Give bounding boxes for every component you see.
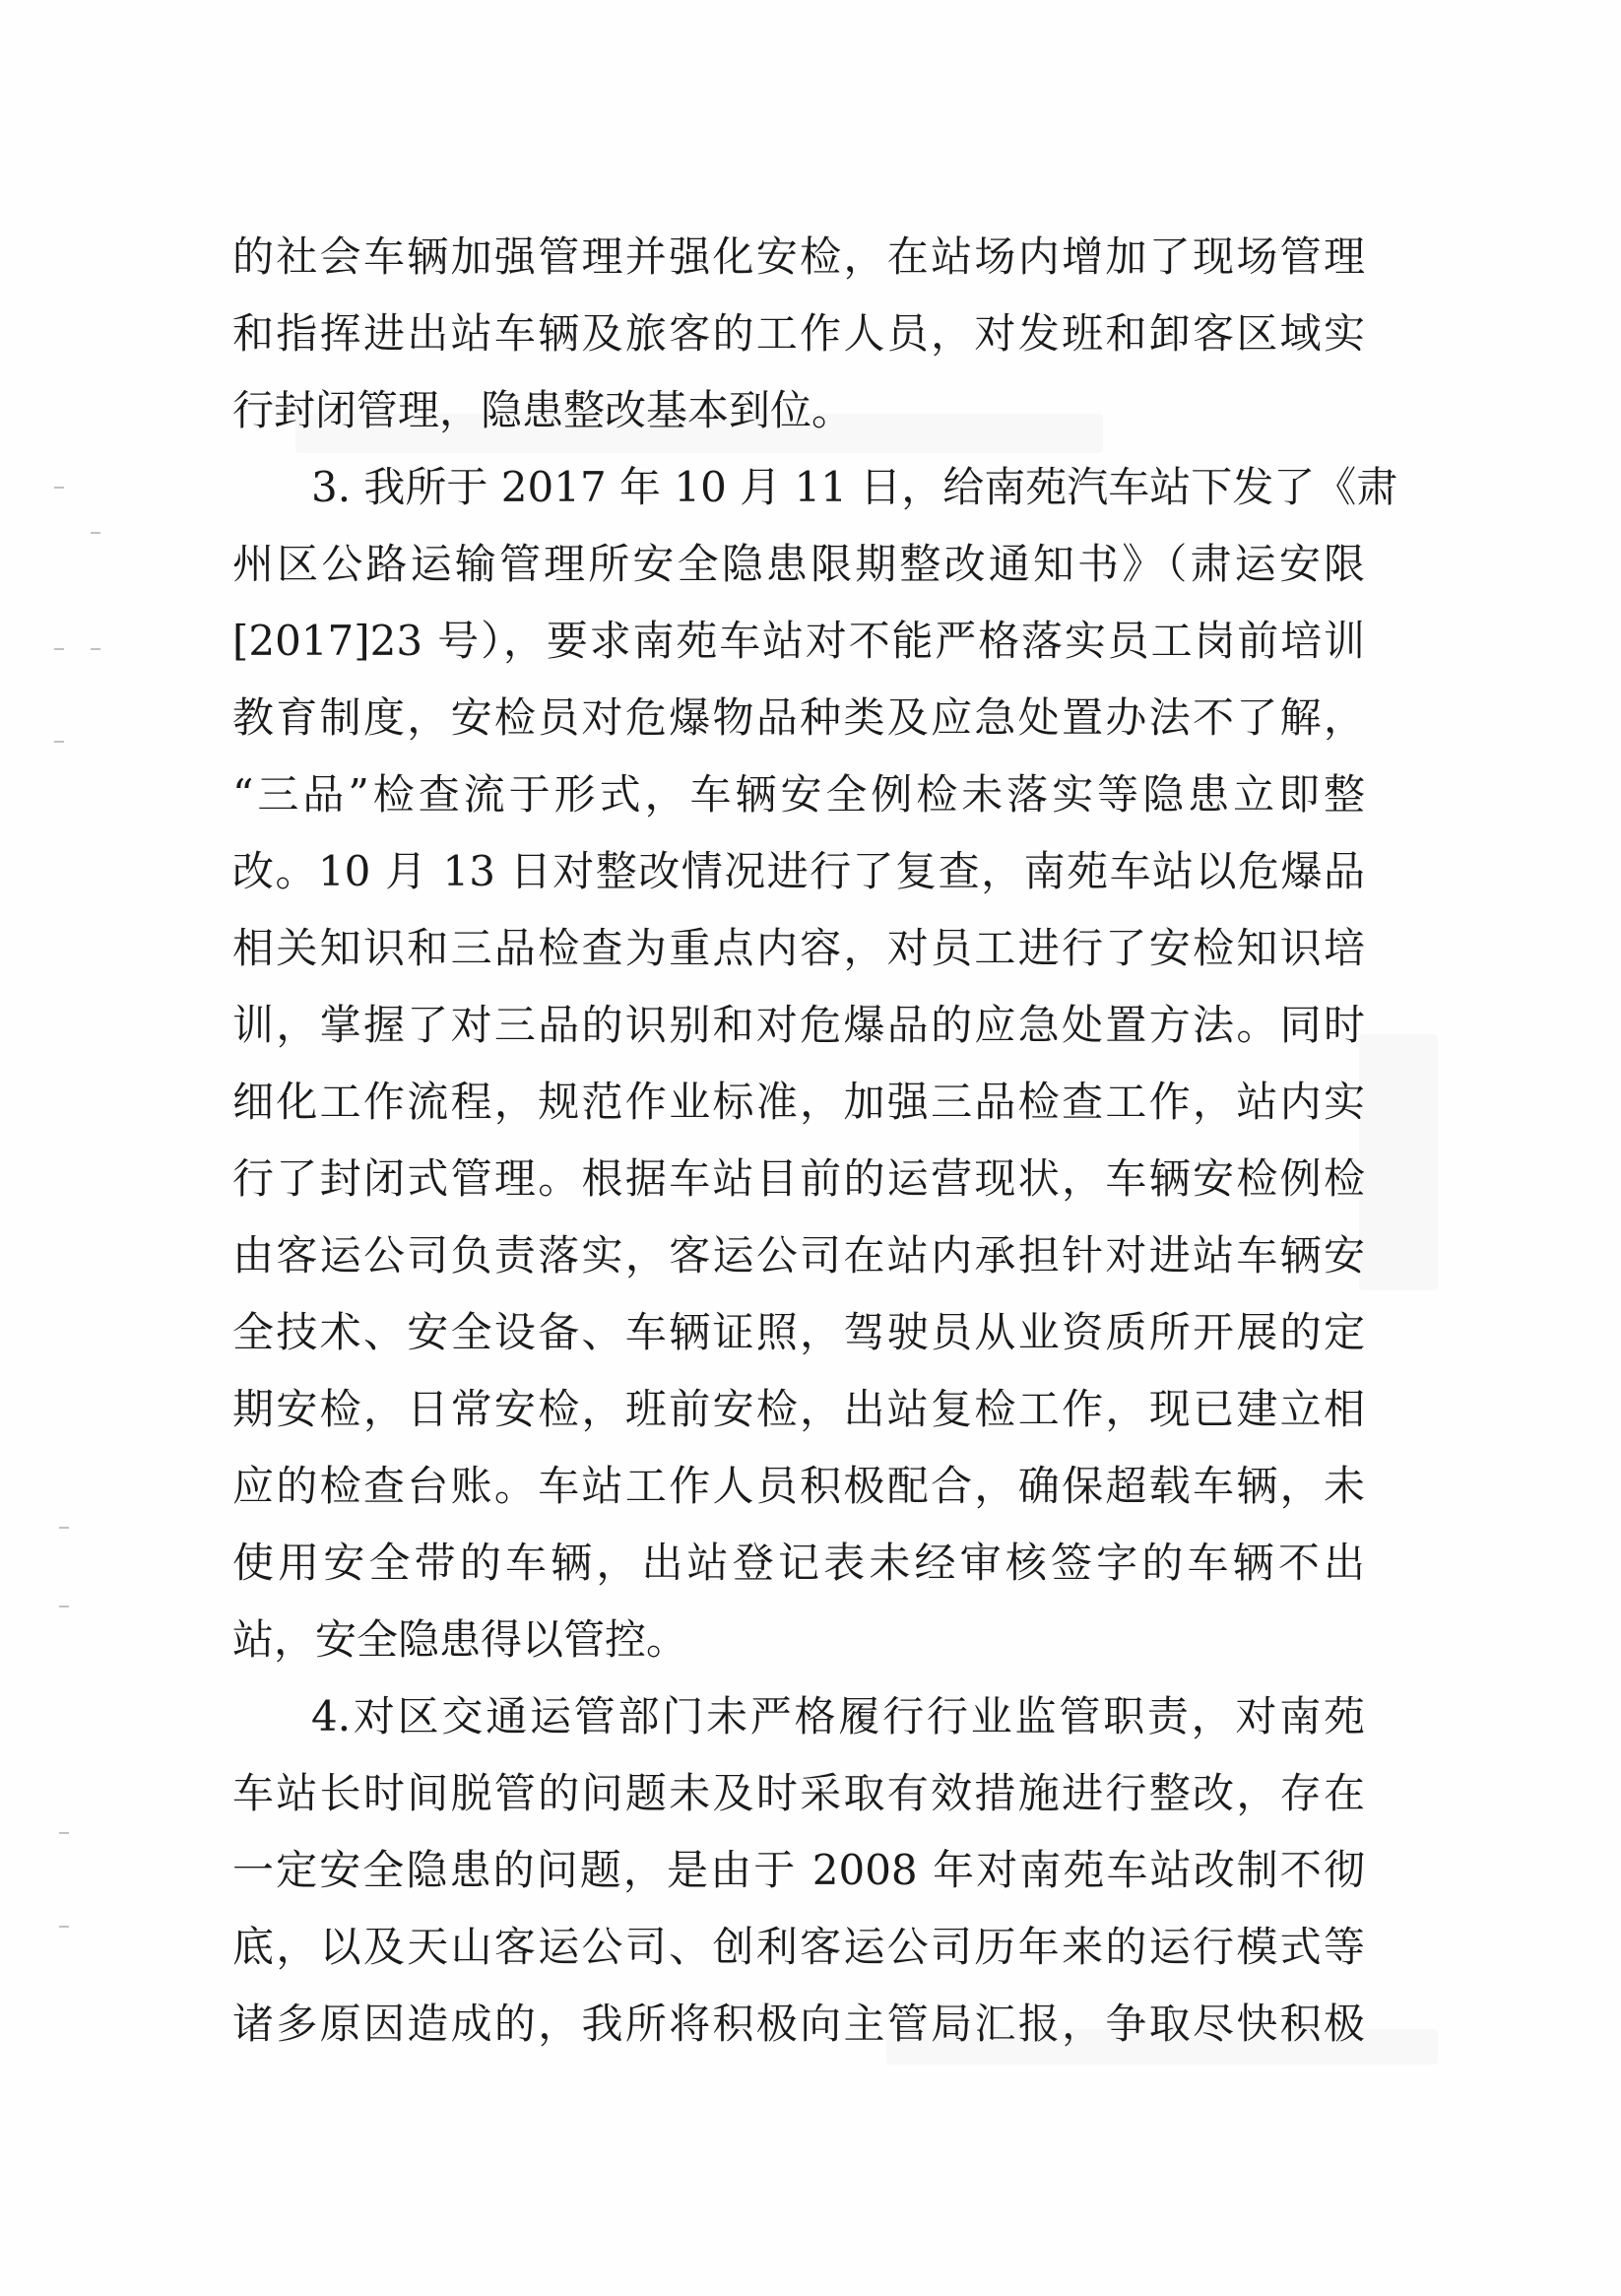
paragraph: [232, 219, 1365, 449]
text-line: 车站长时间脱管的问题未及时采取有效措施进行整改，存在: [232, 1769, 1365, 1817]
text-line: 一定安全隐患的问题，是由于 2008 年对南苑车站改制不彻: [232, 1846, 1365, 1894]
text-line: 底，以及天山客运公司、创利客运公司历年来的运行模式等: [232, 1923, 1365, 1971]
margin-mark: [54, 487, 64, 489]
text-line: 全技术、安全设备、车辆证照，驾驶员从业资质所开展的定: [232, 1308, 1365, 1356]
margin-mark: [59, 1926, 69, 1928]
text-line: 使用安全带的车辆，出站登记表未经审核签字的车辆不出: [232, 1539, 1365, 1587]
text-line: 期安检，日常安检，班前安检，出站复检工作，现已建立相: [232, 1385, 1365, 1433]
margin-mark: [54, 648, 64, 650]
text-line: “三品”检查流于形式，车辆安全例检未落实等隐患立即整: [232, 770, 1365, 819]
margin-mark: [59, 1832, 69, 1834]
text-line: 行封闭管理，隐患整改基本到位。: [232, 386, 854, 434]
text-line: 相关知识和三品检查为重点内容，对员工进行了安检知识培: [232, 924, 1365, 972]
margin-mark: [59, 1527, 69, 1529]
document-body: [232, 219, 1398, 2063]
text-line: 3. 我所于 2017 年 10 月 11 日，给南苑汽车站下发了《肃: [311, 463, 1398, 511]
text-line: 教育制度，安检员对危爆物品种类及应急处置办法不了解，: [232, 693, 1365, 742]
paragraph: [232, 449, 1398, 1678]
text-line: [2017]23 号），要求南苑车站对不能严格落实员工岗前培训: [232, 617, 1365, 665]
margin-mark: [91, 532, 100, 534]
text-line: 诸多原因造成的，我所将积极向主管局汇报，争取尽快积极: [232, 2000, 1365, 2048]
margin-mark: [59, 1606, 69, 1607]
text-line: 训，掌握了对三品的识别和对危爆品的应急处置方法。同时: [232, 1001, 1365, 1049]
text-line: 州区公路运输管理所安全隐患限期整改通知书》（肃运安限: [232, 540, 1365, 588]
text-line: 细化工作流程，规范作业标准，加强三品检查工作，站内实: [232, 1078, 1365, 1126]
margin-mark: [54, 741, 64, 743]
text-line: 改。10 月 13 日对整改情况进行了复查，南苑车站以危爆品: [232, 847, 1365, 895]
text-line: 站，安全隐患得以管控。: [232, 1615, 688, 1664]
text-line: 由客运公司负责落实，客运公司在站内承担针对进站车辆安: [232, 1231, 1365, 1279]
text-line: 4.对区交通运管部门未严格履行行业监管职责，对南苑: [311, 1692, 1365, 1740]
paragraph: [232, 1678, 1365, 2063]
text-line: 和指挥进出站车辆及旅客的工作人员，对发班和卸客区域实: [232, 309, 1365, 358]
scan-shadow: [1359, 1034, 1438, 1290]
text-line: 行了封闭式管理。根据车站目前的运营现状，车辆安检例检: [232, 1154, 1365, 1203]
margin-mark: [91, 648, 100, 650]
text-line: 的社会车辆加强管理并强化安检，在站场内增加了现场管理: [232, 232, 1365, 281]
text-line: 应的检查台账。车站工作人员积极配合，确保超载车辆，未: [232, 1462, 1365, 1510]
